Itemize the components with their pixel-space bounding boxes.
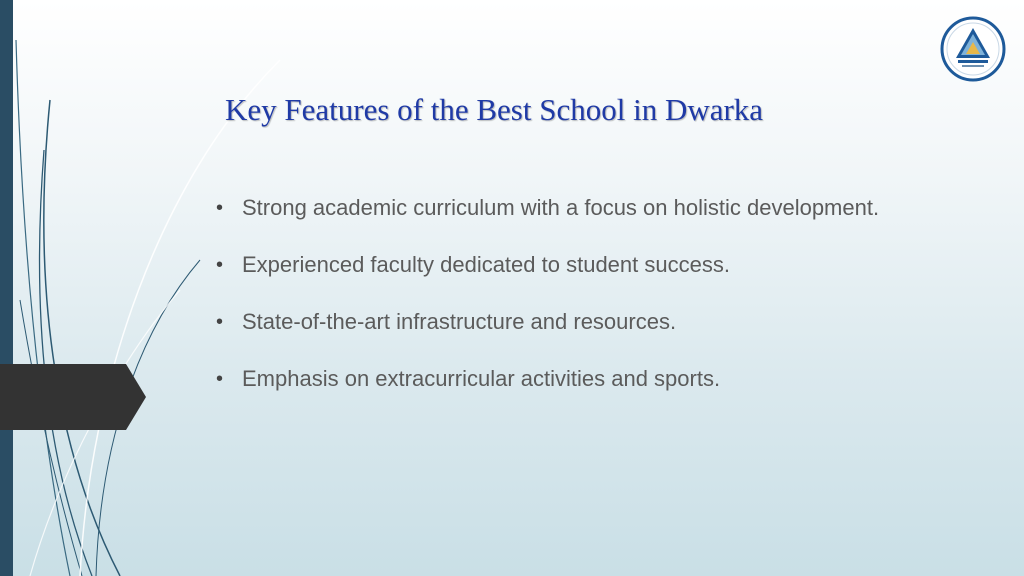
bullet-item bbox=[216, 186, 916, 230]
bullet-text: Emphasis on extracurricular activities and sports. bbox=[242, 366, 721, 391]
bullet-text: Strong academic curriculum with a focus on holistic development. bbox=[242, 195, 880, 220]
bullet-text: State-of-the-art infrastructure and resources. bbox=[242, 309, 677, 334]
arrow-tab bbox=[0, 364, 148, 430]
bullet-dot: • bbox=[216, 197, 224, 219]
bullet-item bbox=[216, 243, 916, 287]
bullet-dot: • bbox=[216, 254, 224, 276]
bullet-item bbox=[216, 357, 916, 401]
bullet-text: Experienced faculty dedicated to student success. bbox=[242, 252, 730, 277]
school-logo-icon bbox=[940, 16, 1006, 82]
bullet-list bbox=[216, 186, 916, 414]
bullet-dot: • bbox=[216, 368, 224, 390]
bullet-dot: • bbox=[216, 311, 224, 333]
bullet-item bbox=[216, 300, 916, 344]
slide-title: Key Features of the Best School in Dwarka bbox=[225, 92, 764, 127]
